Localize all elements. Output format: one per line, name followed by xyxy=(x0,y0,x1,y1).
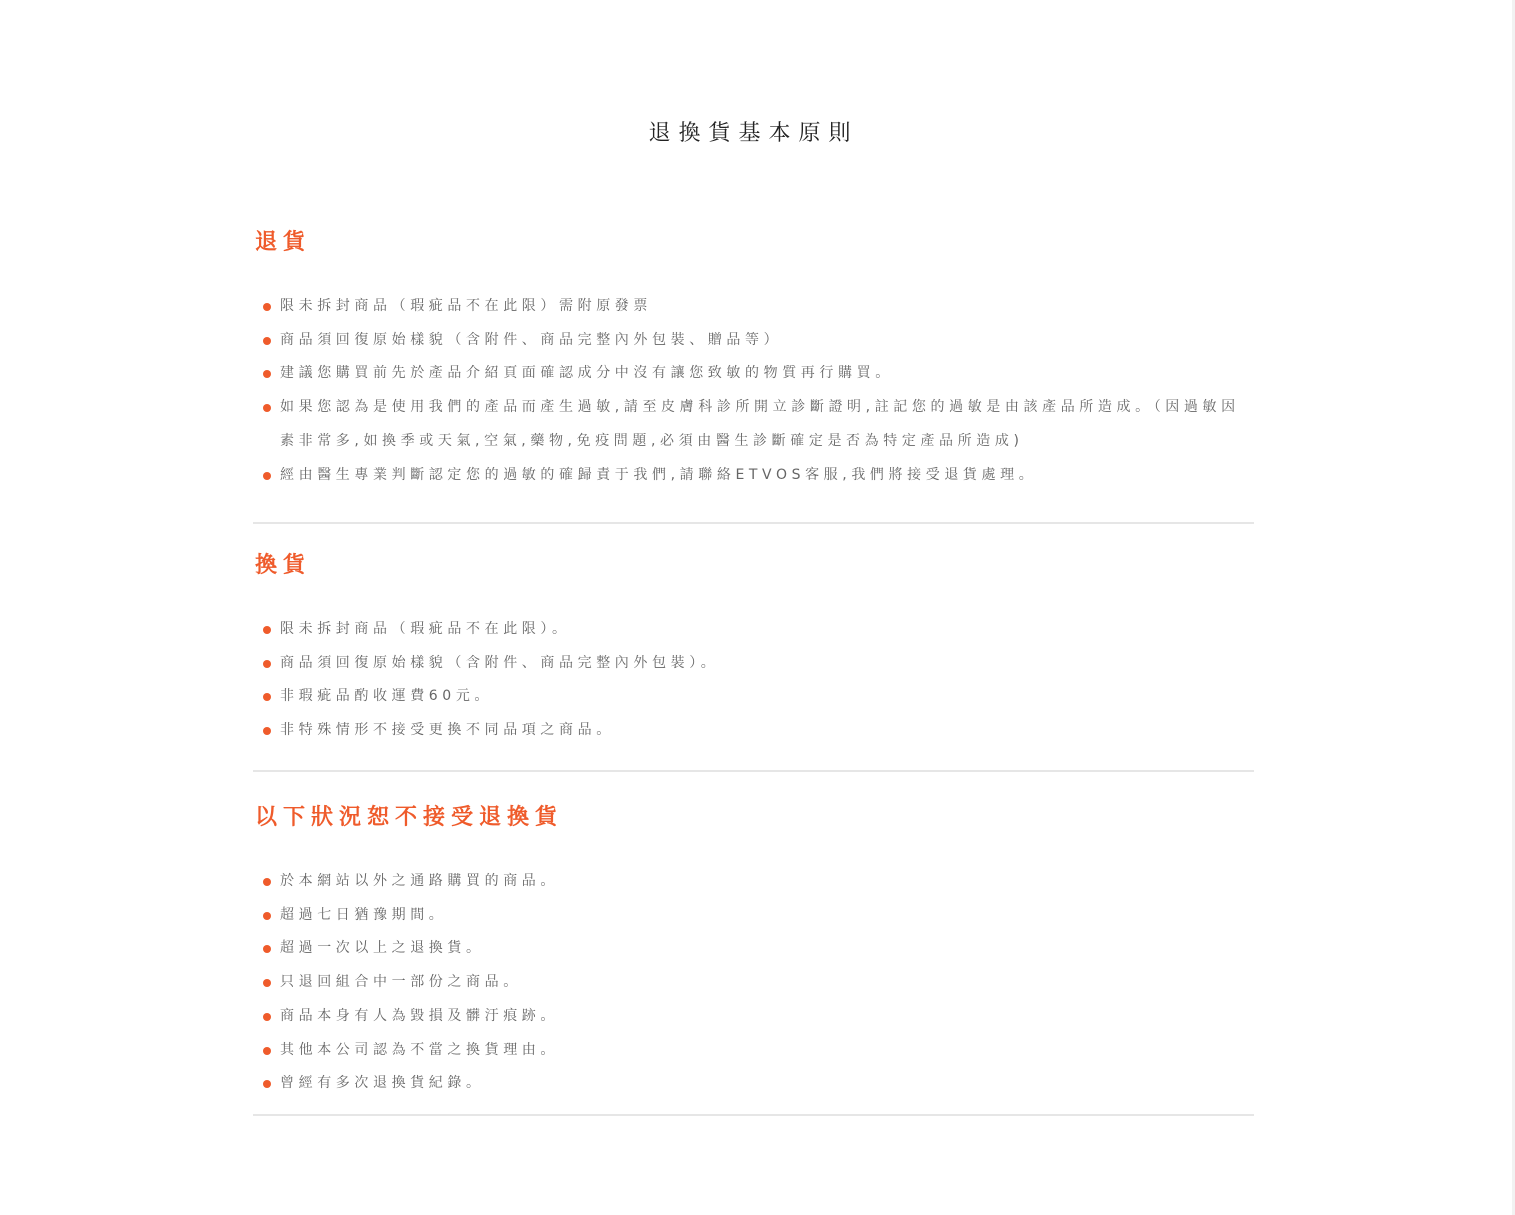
list-item xyxy=(253,647,1254,681)
list-item-text: 於本網站以外之通路購買的商品。 xyxy=(280,873,559,889)
list-item-text: 商品須回復原始樣貌（含附件、商品完整內外包裝、贈品等） xyxy=(280,331,783,348)
bullet-dot-icon xyxy=(263,693,271,701)
list-item xyxy=(253,324,1254,358)
list-item xyxy=(253,966,1254,1000)
page-title: 退換貨基本原則 xyxy=(648,121,859,146)
section-heading-returns: 退貨 xyxy=(255,230,312,255)
list-item xyxy=(253,290,1254,324)
list-item xyxy=(253,613,1254,647)
list-item xyxy=(253,932,1254,966)
list-item xyxy=(253,1034,1254,1068)
bullet-dot-icon xyxy=(263,727,271,735)
list-item-text: 經由醫生專業判斷認定您的過敏的確歸責于我們,請聯絡ETVOS客服,我們將接受退貨處理。 xyxy=(280,466,1038,483)
list-item-text: 只退回組合中一部份之商品。 xyxy=(280,974,522,991)
list-item xyxy=(253,680,1254,714)
bullet-dot-icon xyxy=(263,303,271,311)
list-item-text: 限未拆封商品（瑕疵品不在此限）需附原發票 xyxy=(280,298,652,314)
list-item-text: 非瑕疵品酌收運費60元。 xyxy=(280,688,494,705)
list-item xyxy=(253,459,1254,493)
list-item xyxy=(253,357,1254,391)
exclusions-rule-list xyxy=(253,865,1254,1101)
list-item-text: 建議您購買前先於產品介紹頁面確認成分中沒有讓您致敏的物質再行購買。 xyxy=(280,365,894,382)
bullet-dot-icon xyxy=(263,912,271,920)
bullet-dot-icon xyxy=(263,660,271,668)
bullet-dot-icon xyxy=(263,337,271,345)
section-divider xyxy=(253,522,1254,524)
bullet-dot-icon xyxy=(263,979,271,987)
list-item-text: 超過一次以上之退換貨。 xyxy=(280,940,485,957)
list-item xyxy=(253,865,1254,899)
section-heading-exchanges: 換貨 xyxy=(255,553,312,578)
list-item-text: 商品須回復原始樣貌（含附件、商品完整內外包裝）。 xyxy=(280,654,720,671)
list-item xyxy=(253,1067,1254,1101)
list-item xyxy=(253,391,1254,458)
list-item-text: 如果您認為是使用我們的產品而產生過敏,請至皮膚科診所開立診斷證明,註記您的過敏是由該產品所造成。（因過敏因素非常多,如換季或天氣,空氣,藥物,免疫問題,必須由醫生診斷確定是否為特定產品所造成) xyxy=(280,399,1240,449)
list-item-text: 非特殊情形不接受更換不同品項之商品。 xyxy=(280,722,615,739)
list-item xyxy=(253,1000,1254,1034)
section-divider xyxy=(253,770,1254,772)
bullet-dot-icon xyxy=(263,472,271,480)
bullet-dot-icon xyxy=(263,404,271,412)
list-item xyxy=(253,899,1254,933)
bullet-dot-icon xyxy=(263,370,271,378)
bullet-dot-icon xyxy=(263,1080,271,1088)
bullet-dot-icon xyxy=(263,1013,271,1021)
list-item-text: 其他本公司認為不當之換貨理由。 xyxy=(280,1041,559,1058)
list-item-text: 超過七日猶豫期間。 xyxy=(280,906,448,923)
bullet-dot-icon xyxy=(263,626,271,634)
section-heading-exclusions: 以下狀況恕不接受退換貨 xyxy=(255,805,564,830)
list-item-text: 曾經有多次退換貨紀錄。 xyxy=(280,1075,485,1092)
bullet-dot-icon xyxy=(263,945,271,953)
returns-rule-list xyxy=(253,290,1254,492)
bullet-dot-icon xyxy=(263,1047,271,1055)
bullet-dot-icon xyxy=(263,878,271,886)
list-item-text: 限未拆封商品（瑕疵品不在此限）。 xyxy=(280,621,571,637)
exchanges-rule-list xyxy=(253,613,1254,748)
list-item xyxy=(253,714,1254,748)
list-item-text: 商品本身有人為毀損及髒汙痕跡。 xyxy=(280,1007,559,1024)
section-divider xyxy=(253,1114,1254,1116)
